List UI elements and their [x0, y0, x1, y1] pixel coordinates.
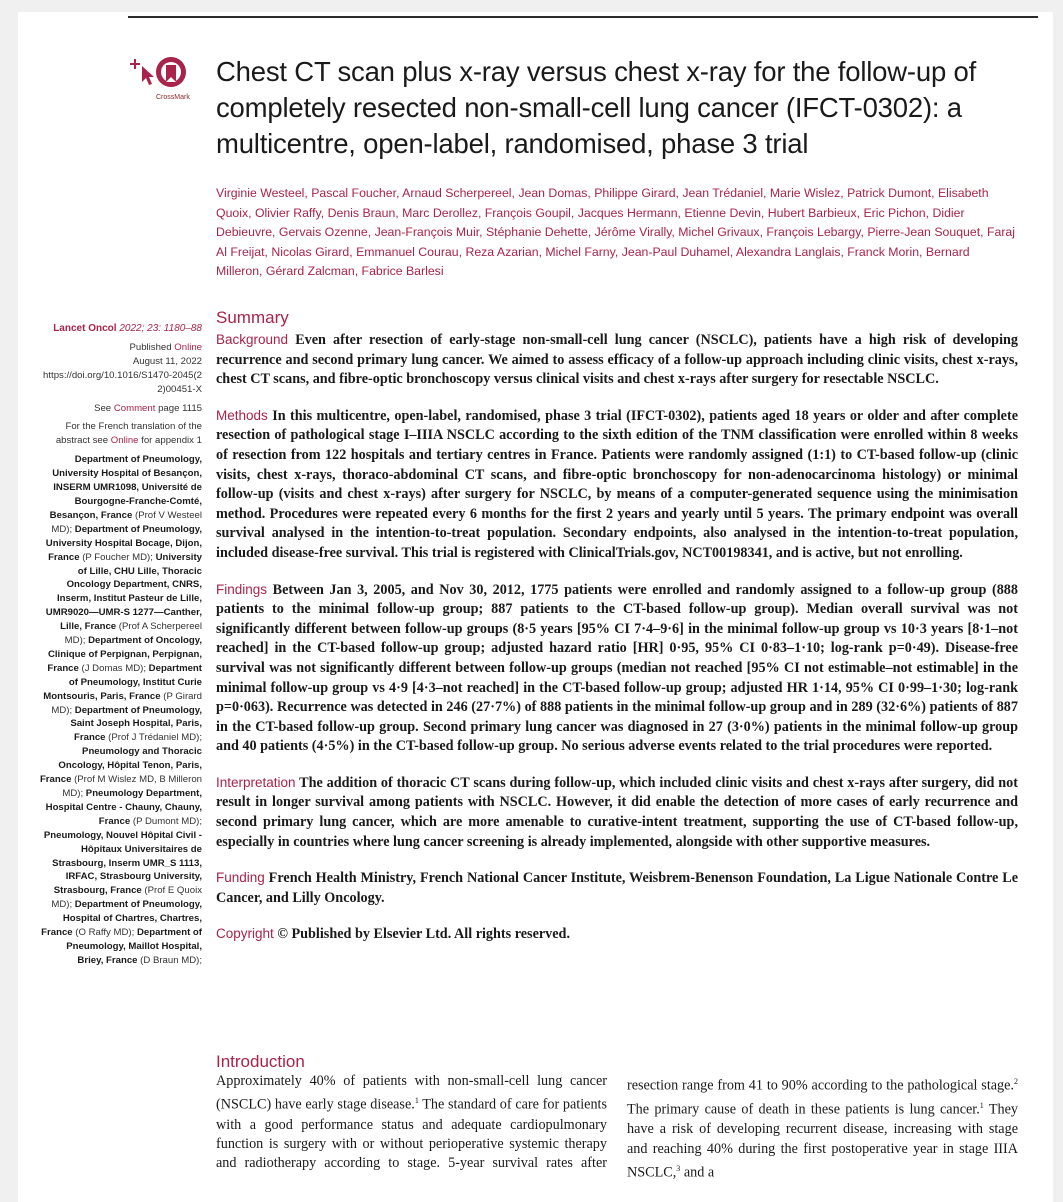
affiliation-org: Pneumology, Nouvel Hôpital Civil - Hôpitaux Universitaires de Strasbourg, Inserm UMR_S 1113, IRFAC, Strasbourg University, Strasbourg, France [43, 829, 202, 897]
abstract-methods [216, 406, 1018, 564]
abstract-funding [216, 868, 1018, 908]
doi-link[interactable]: https://doi.org/10.1016/S1470-2045(22)00451-X [43, 369, 202, 395]
crossmark-icon [128, 50, 198, 96]
comment-link[interactable]: Comment [113, 402, 156, 414]
affiliation-names: (D Braun MD); [137, 954, 202, 966]
reference-marker[interactable]: 3 [676, 1164, 681, 1174]
publication-date: August 11, 2022 [132, 355, 202, 367]
affiliation-org: University of Lille, CHU Lille, Thoracic Oncology Department, CNRS, Inserm, Institut Pasteur de Lille, UMR9020—UMR-S 1277—Canther, Lille, France [45, 551, 202, 633]
crossmark-label: CrossMark [156, 94, 190, 101]
affiliation-names: (P Foucher MD); [79, 551, 153, 563]
introduction-text [216, 1072, 1018, 1183]
section-text: Even after resection of early-stage non-small-cell lung cancer (NSCLC), patients have a high risk of developing recurrence and second primary lung cancer. We aimed to assess efficacy of a follow-up approach including clinic visits, chest x-rays, chest CT scans, and fibre-optic bronchoscopy versus clinical visits and chest x-rays after surgery for resectable NSCLC. [216, 332, 1018, 388]
affiliation-org: Department of Pneumology, Saint Joseph Hospital, Paris, France [70, 704, 202, 744]
section-label: Findings [216, 581, 268, 597]
intro-text: They have a risk of developing recurrent disease, increasing with stage and reaching 40% during the first postoperative year in stage IIIA NSCLC, [627, 1101, 1018, 1181]
abstract [216, 330, 1018, 961]
affiliation-org: Department of Oncology, Clinique of Perpignan, Perpignan, France [47, 635, 202, 674]
reference-marker[interactable]: 2 [1014, 1077, 1018, 1086]
intro-text: The primary cause of death in these patients is lung cancer. [627, 1101, 980, 1118]
affiliation-org: Department of Pneumology, University Hospital of Besançon, INSERM UMR1098, Université de Bourgogne-Franche-Comté, Besançon, France [49, 454, 202, 521]
affiliation-names: (Prof J Trédaniel MD); [105, 732, 202, 744]
translation-prefix: For the French translation of the abstract see [55, 421, 202, 447]
affiliation-names: (Prof A Scherpereel MD); [64, 621, 202, 647]
abstract-background [216, 330, 1018, 390]
affiliation-org: Pneumology and Thoracic Oncology, Hôpital Tenon, Paris, France [39, 746, 202, 786]
section-text: French Health Ministry, French National Cancer Institute, Weisbrem-Benenson Foundation, La Ligue Nationale Contre Le Cancer, and Lilly Oncology. [216, 870, 1018, 906]
publication-info [38, 341, 202, 397]
introduction-heading: Introduction [216, 1052, 305, 1071]
sidebar [38, 322, 202, 968]
affiliation-names: (O Raffy MD); [72, 927, 135, 939]
affiliation-names: (J Domas MD); [78, 662, 147, 674]
journal-name: Lancet Oncol [53, 323, 117, 334]
section-label: Interpretation [216, 774, 296, 790]
affiliation-org: Department of Pneumology, Maillot Hospital, Briey, France [66, 927, 202, 966]
affiliation-names: (P Girard MD); [51, 690, 202, 716]
affiliation-org: Department of Pneumology, University Hospital Bocage, Dijon, France [45, 523, 202, 563]
crossmark-badge[interactable] [128, 50, 198, 110]
online-link[interactable]: Online [174, 341, 202, 353]
article-title: Chest CT scan plus x-ray versus chest x-ray for the follow-up of completely resected non-small-cell lung cancer (IFCT-0302): a multicentre, open-label, randomised, phase 3 trial [216, 56, 977, 159]
section-text: Between Jan 3, 2005, and Nov 30, 2012, 1775 patients were enrolled and randomly assigned to a follow-up group (888 patients to the minimal follow-up group; 887 patients to the CT-based follow-up group). Median overall survival was not significantly different between follow-up groups (8·5 years [95% CI 7·4–9·6] in the minimal follow-up group vs 10·3 years [8·1–not reached] in the CT-based follow-up group; adjusted hazard ratio [HR] 0·95, 95% CI 0·83–1·10; log-rank p=0·49). Disease-free survival was not significantly different between follow-up groups (median not reached [95% CI not estimable–not estimable] in the minimal follow-up group vs 4·9 [4·3–not reached] in the CT-based follow-up group; adjusted HR 1·14, 95% CI 0·99–1·30; log-rank p=0·063). Recurrence was detected in 246 (27·7%) of 888 patients in the minimal follow-up group and in 289 (32·6%) patients of 887 in the CT-based follow-up group. Second primary lung cancer was diagnosed in 27 (3·0%) patients in the minimal follow-up group and 40 patients (4·5%) in the CT-based follow-up group. No serious adverse events related to the trial procedures were reported. [216, 581, 1018, 755]
section-label: Copyright [216, 926, 274, 942]
journal-citation [38, 322, 202, 336]
affiliation-names: (Prof V Westeel MD); [51, 509, 202, 535]
affiliation-names: (Prof E Quoix MD); [51, 885, 202, 911]
translation-suffix: for appendix 1 [138, 435, 202, 447]
section-text: © Published by Elsevier Ltd. All rights reserved. [273, 926, 570, 943]
intro-text: The standard of care for patients with a good performance status and adequate cardiopulmonary function is surgery with or without perioperative systemic therapy and radiotherapy according to stage. 5-year survival rates after resection range from 41 to 90% according to the pathological stage. [216, 1077, 1014, 1172]
affiliation-org: Pneumology Department, Hospital Centre - Chauny, Chauny, France [45, 788, 202, 827]
translation-note [38, 420, 202, 448]
author-list[interactable]: Virginie Westeel, Pascal Foucher, Arnaud Scherpereel, Jean Domas, Philippe Girard, Jean Trédaniel, Marie Wislez, Patrick Dumont, Elisabeth Quoix, Olivier Raffy, Denis Braun, Marc Derollez, François Goupil, Jacques Hermann, Etienne Devin, Hubert Barbieux, Eric Pichon, Didier Debieuvre, Gervais Ozenne, Jean-François Muir, Stéphanie Dehette, Jérôme Virally, Michel Grivaux, François Lebargy, Pierre-Jean Souquet, Faraj Al Freijat, Nicolas Girard, Emmanuel Courau, Reza Azarian, Michel Farny, Jean-Paul Duhamel, Alexandra Langlais, Franck Morin, Bernard Milleron, Gérard Zalcman, Fabrice Barlesi [216, 186, 1015, 278]
reference-marker[interactable]: 1 [414, 1096, 419, 1106]
affiliation-names: (Prof M Wislez MD, B Milleron MD); [62, 774, 202, 799]
comment-note [38, 402, 202, 416]
reference-marker[interactable]: 1 [979, 1101, 984, 1111]
affiliation-names: (P Dumont MD); [130, 815, 202, 827]
affiliation-org: Department of Pneumology, Institut Curie Montsouris, Paris, France [43, 662, 202, 702]
affiliation-org: Department of Pneumology, Hospital of Chartres, Chartres, France [41, 899, 202, 939]
article-page [18, 12, 1053, 1202]
see-label: See [94, 402, 114, 414]
section-text: The addition of thoracic CT scans during follow-up, which included clinic visits and chest x-rays after surgery, did not result in longer survival among patients with NSCLC. However, it did enable the detection of more cases of early recurrence and second primary lung cancer, which are more amenable to curative-intent treatment, supporting the use of CT-based follow-up, especially in countries where lung cancer screening is already implemented, alongside with other supportive measures. [216, 774, 1018, 850]
published-prefix: Published [129, 341, 175, 353]
citation-details: 2022; 23: 1180–88 [116, 323, 202, 334]
comment-page: page 1115 [155, 402, 202, 414]
section-label: Background [216, 332, 289, 347]
abstract-findings [216, 580, 1018, 757]
section-label: Funding [216, 870, 265, 886]
intro-text: and a [680, 1164, 715, 1181]
section-label: Methods [216, 407, 268, 423]
intro-text: Approximately 40% of patients with non-small-cell lung cancer (NSCLC) have early stage disease. [216, 1073, 607, 1114]
top-rule [128, 16, 1038, 18]
section-text: In this multicentre, open-label, randomised, phase 3 trial (IFCT-0302), patients aged 18 years or older and after complete resection of pathological stage I–IIIA NSCLC according to the sixth edition of the TNM classification were enrolled within 8 weeks of resection from 122 hospitals and tertiary centres in France. Patients were randomly assigned (1:1) to CT-based follow-up (clinic visits, chest x-rays, thoraco-abdominal CT scans, and fibre-optic bronchoscopy for non-adenocarcinoma histology) or minimal follow-up (visits and chest x-rays) after surgery for NSCLC, by means of a computer-generated sequence using the minimisation method. Procedures were repeated every 6 months for the first 2 years and yearly until 5 years. The primary endpoint was overall survival analysed in the intention-to-treat population. Secondary endpoints, also analysed in the intention-to-treat population, included disease-free survival. This trial is registered with ClinicalTrials.gov, NCT00198341, and is active, but not enrolling. [216, 407, 1018, 561]
abstract-interpretation [216, 773, 1018, 852]
affiliations [38, 453, 202, 968]
summary-heading: Summary [216, 308, 289, 327]
translation-link[interactable]: Online [110, 435, 139, 447]
abstract-copyright [216, 924, 1018, 945]
